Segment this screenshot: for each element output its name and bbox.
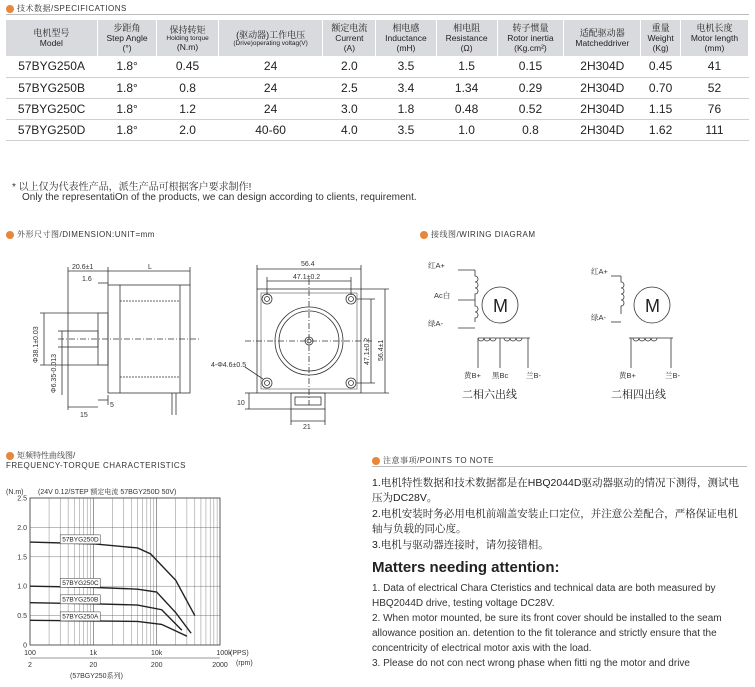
spec-header-cell [6, 20, 97, 56]
y-tick-label: 2.5 [17, 495, 27, 503]
table-cell: 1.8 [376, 98, 436, 119]
table-cell: 0.70 [641, 77, 681, 98]
header-unit: (mH) [396, 43, 416, 53]
four-red-label: 红A+ [591, 267, 608, 276]
header-cn: 相电阻 [453, 23, 481, 33]
header-en: Current [335, 33, 364, 43]
freq-title-en: FREQUENCY-TORQUE CHARACTERISTICS [6, 461, 187, 470]
points-title-text: 注意事项/POINTS TO NOTE [383, 456, 494, 465]
table-cell: 1.8° [97, 119, 157, 140]
series-line [30, 603, 182, 631]
points-rule [372, 466, 747, 467]
table-cell: 2H304D [564, 77, 641, 98]
front-dim-w2: 47.1±0.2 [293, 274, 321, 281]
spec-table [6, 20, 749, 141]
table-cell: 0.8 [157, 77, 218, 98]
specs-section-title [6, 3, 127, 14]
note-cn-2: 2.电机安装时务必用电机前端盖安装止口定位，并注意公差配合，严格保证电机轴与负载的同心度。 [372, 508, 738, 535]
table-cell: 2.0 [323, 56, 376, 77]
front-dim-b1: 10 [237, 400, 245, 407]
six-blue-label: 兰B- [526, 371, 541, 380]
matters-title: Matters needing attention: [372, 559, 560, 576]
bullet-icon [6, 5, 14, 13]
table-cell: 1.8° [97, 77, 157, 98]
spec-header-cell [323, 20, 376, 56]
table-cell: 76 [680, 98, 748, 119]
side-dim-d4: Φ38.1±0.03 [33, 326, 40, 363]
six-yellow-label: 黄B+ [464, 371, 481, 380]
header-en: Model [39, 38, 63, 48]
points-section-title [372, 455, 494, 466]
x-tick-label: 100 [24, 650, 36, 657]
table-row [6, 98, 749, 119]
wiring-section-title [420, 229, 536, 240]
six-caption: 二相六出线 [462, 389, 517, 401]
header-cn: 步距角 [113, 23, 141, 33]
x-tick-rpm-label: 2000 [212, 662, 228, 669]
header-cn: 电机型号 [33, 28, 70, 38]
header-en: Step Angle [106, 33, 148, 43]
table-cell: 2H304D [564, 56, 641, 77]
spec-header-cell [436, 20, 497, 56]
chart-caption: (57BGY250系列) [70, 673, 123, 680]
header-cn: (驱动器)工作电压 [236, 29, 306, 40]
header-en: Weight [647, 33, 674, 43]
header-en: Resistance [445, 33, 488, 43]
spec-header-row [6, 20, 749, 56]
specs-rule [6, 14, 749, 15]
table-cell: 111 [680, 119, 748, 140]
freq-title-cn: 矩频特性曲线图/ [17, 451, 76, 460]
header-cn: 相电感 [392, 23, 420, 33]
four-green-label: 绿A- [591, 313, 606, 322]
table-cell: 1.5 [436, 56, 497, 77]
x-tick-label: 1k [89, 650, 98, 657]
table-row [6, 119, 749, 140]
series-label: 57BYG250C [62, 579, 99, 587]
header-en: (Drive)operating voltag(V) [233, 39, 308, 47]
bullet-icon [372, 457, 380, 465]
front-dim-w1: 56.4 [301, 261, 315, 268]
series-label: 57BYG250A [62, 613, 99, 621]
front-dim-h1: 47.1±0.2 [364, 337, 371, 365]
model-cell: 57BYG250A [6, 56, 97, 77]
bullet-icon [420, 231, 428, 239]
front-view-drawing [205, 255, 400, 430]
table-cell: 3.5 [376, 119, 436, 140]
table-cell: 41 [680, 56, 748, 77]
four-motor-label: M [645, 296, 660, 316]
model-cell: 57BYG250C [6, 98, 97, 119]
six-motor-label: M [493, 296, 508, 316]
table-cell: 0.45 [641, 56, 681, 77]
disclaimer-cn: * 以上仅为代表性产品，派生产品可根据客户要求制作! [12, 182, 252, 193]
header-en: Rotor inertia [507, 33, 554, 43]
note-en-2: 2. When motor mounted, be sure its front cover should be installed to the seam allowance position an. detention to the fit tolerance and strictly ensure that the concentricity of electrical motor axis with the load. [372, 613, 722, 654]
note-en-1: 1. Data of electrical Chara Cteristics and technical data are both measured by HBQ2044D drive, testing voltage DC28V. [372, 583, 716, 609]
side-dim-d7: 15 [80, 412, 88, 419]
table-cell: 1.15 [641, 98, 681, 119]
x-axis-label: (PPS) [230, 650, 249, 657]
y-tick-label: 1.0 [17, 583, 27, 591]
four-caption: 二相四出线 [611, 389, 666, 401]
dimension-title-text: 外形尺寸图/DIMENSION:UNIT=mm [17, 230, 155, 239]
side-dim-d6: 5 [110, 402, 114, 409]
header-cn: 转子惯量 [512, 23, 549, 33]
y-tick-label: 1.5 [17, 554, 27, 562]
spec-header-cell [376, 20, 436, 56]
four-yellow-label: 黄B+ [619, 371, 636, 380]
spec-table-body [6, 56, 749, 140]
table-cell: 0.52 [497, 98, 564, 119]
note-cn-1: 1.电机特性数据和技术数据都是在HBQ2044D驱动器驱动的情况下测得，测试电压为DC28V。 [372, 477, 739, 504]
freq-section-title [6, 451, 186, 471]
table-cell: 52 [680, 77, 748, 98]
table-cell: 24 [218, 77, 323, 98]
header-unit: (°) [122, 43, 132, 53]
table-cell: 1.8° [97, 56, 157, 77]
x-tick-label: 100k [216, 650, 232, 657]
series-line [30, 620, 187, 636]
spec-header-cell [97, 20, 157, 56]
x-axis-label-rpm: (rpm) [236, 660, 253, 667]
table-cell: 0.45 [157, 56, 218, 77]
notes-en-list [372, 581, 747, 671]
specs-title-text: 技术数据/SPECIFICATIONS [17, 4, 127, 13]
model-cell: 57BYG250D [6, 119, 97, 140]
x-tick-label: 10k [151, 650, 163, 657]
four-blue-label: 兰B- [665, 371, 680, 380]
y-tick-label: 0 [23, 642, 27, 650]
disclaimer-en: Only the representatiOn of the products, we can design according to clients, requirement. [22, 192, 417, 203]
y-tick-label: 2.0 [17, 524, 27, 532]
front-dim-b2: 21 [303, 424, 311, 430]
four-wire-diagram [585, 250, 750, 410]
chart-frame [30, 498, 220, 645]
table-cell: 3.0 [323, 98, 376, 119]
header-unit: (Ω) [460, 43, 473, 53]
wiring-title-text: 接线图/WIRING DIAGRAM [431, 230, 536, 239]
chart-title: (24V 0.12/STEP 额定电流 57BGY250D 50V) [38, 489, 177, 496]
table-cell: 1.2 [157, 98, 218, 119]
table-cell: 3.5 [376, 56, 436, 77]
side-dim-d5: Φ6.35-0.013 [51, 353, 58, 393]
six-black-label: 黑Bc [492, 371, 509, 380]
notes-cn-list [372, 476, 742, 554]
table-cell: 0.15 [497, 56, 564, 77]
six-green-label: 绿A- [428, 319, 443, 328]
y-tick-label: 0.5 [17, 613, 27, 621]
table-cell: 40-60 [218, 119, 323, 140]
x-tick-rpm-label: 20 [89, 662, 98, 669]
header-unit: (Kg.cm²) [514, 43, 547, 53]
front-dim-hole: 4-Φ4.6±0.5 [211, 362, 247, 369]
bullet-icon [6, 231, 14, 239]
table-cell: 1.0 [436, 119, 497, 140]
six-white-label: Ac白 [434, 291, 451, 300]
dimension-section-title [6, 229, 155, 240]
spec-header-cell [641, 20, 681, 56]
series-label: 57BYG250B [62, 596, 99, 604]
table-cell: 0.29 [497, 77, 564, 98]
table-cell: 24 [218, 56, 323, 77]
x-tick-rpm-label: 2 [28, 662, 32, 669]
front-dim-h2: 56.4±1 [378, 339, 385, 361]
side-dim-d2: L [148, 264, 152, 271]
table-cell: 2H304D [564, 98, 641, 119]
table-cell: 24 [218, 98, 323, 119]
header-cn: 重量 [651, 23, 670, 33]
table-cell: 0.8 [497, 119, 564, 140]
spec-header-cell [564, 20, 641, 56]
header-unit: (Kg) [652, 43, 669, 53]
table-cell: 1.34 [436, 77, 497, 98]
table-cell: 4.0 [323, 119, 376, 140]
six-red-label: 红A+ [428, 261, 445, 270]
spec-header-cell [497, 20, 564, 56]
table-cell: 2.5 [323, 77, 376, 98]
side-view-drawing [10, 255, 210, 435]
header-en: Motor length [690, 33, 739, 43]
series-label: 57BYG250D [62, 536, 99, 544]
side-dim-d3: 1.6 [82, 276, 92, 283]
table-cell: 1.8° [97, 98, 157, 119]
header-unit: (mm) [704, 43, 725, 53]
note-en-3: 3. Please do not con nect wrong phase when fitti ng the motor and drive [372, 658, 690, 669]
table-row [6, 77, 749, 98]
model-cell: 57BYG250B [6, 77, 97, 98]
header-en: Holding torque [166, 34, 209, 42]
header-en: Inductance [385, 33, 427, 43]
header-cn: 保持转矩 [169, 24, 206, 35]
header-cn: 额定电流 [331, 23, 368, 33]
header-cn: 适配驱动器 [579, 28, 625, 38]
x-tick-rpm-label: 200 [150, 662, 163, 669]
spec-header-cell [680, 20, 748, 56]
spec-header-cell [218, 20, 323, 56]
side-dim-d1: 20.6±1 [72, 264, 94, 271]
table-cell: 0.48 [436, 98, 497, 119]
table-cell: 2H304D [564, 119, 641, 140]
header-cn: 电机长度 [696, 23, 733, 33]
table-cell: 1.62 [641, 119, 681, 140]
header-en: Matcheddriver [575, 38, 630, 48]
table-cell: 3.4 [376, 77, 436, 98]
table-cell: 2.0 [157, 119, 218, 140]
bullet-icon [6, 452, 14, 460]
y-axis-label: (N.m) [6, 489, 24, 496]
frequency-torque-chart [4, 480, 264, 685]
header-unit: (A) [343, 43, 356, 53]
six-wire-diagram [420, 250, 580, 410]
header-unit: (N.m) [176, 41, 199, 52]
spec-header-cell [157, 20, 218, 56]
table-row [6, 56, 749, 77]
note-cn-3: 3.电机与驱动器连接时，请勿接错相。 [372, 539, 549, 551]
